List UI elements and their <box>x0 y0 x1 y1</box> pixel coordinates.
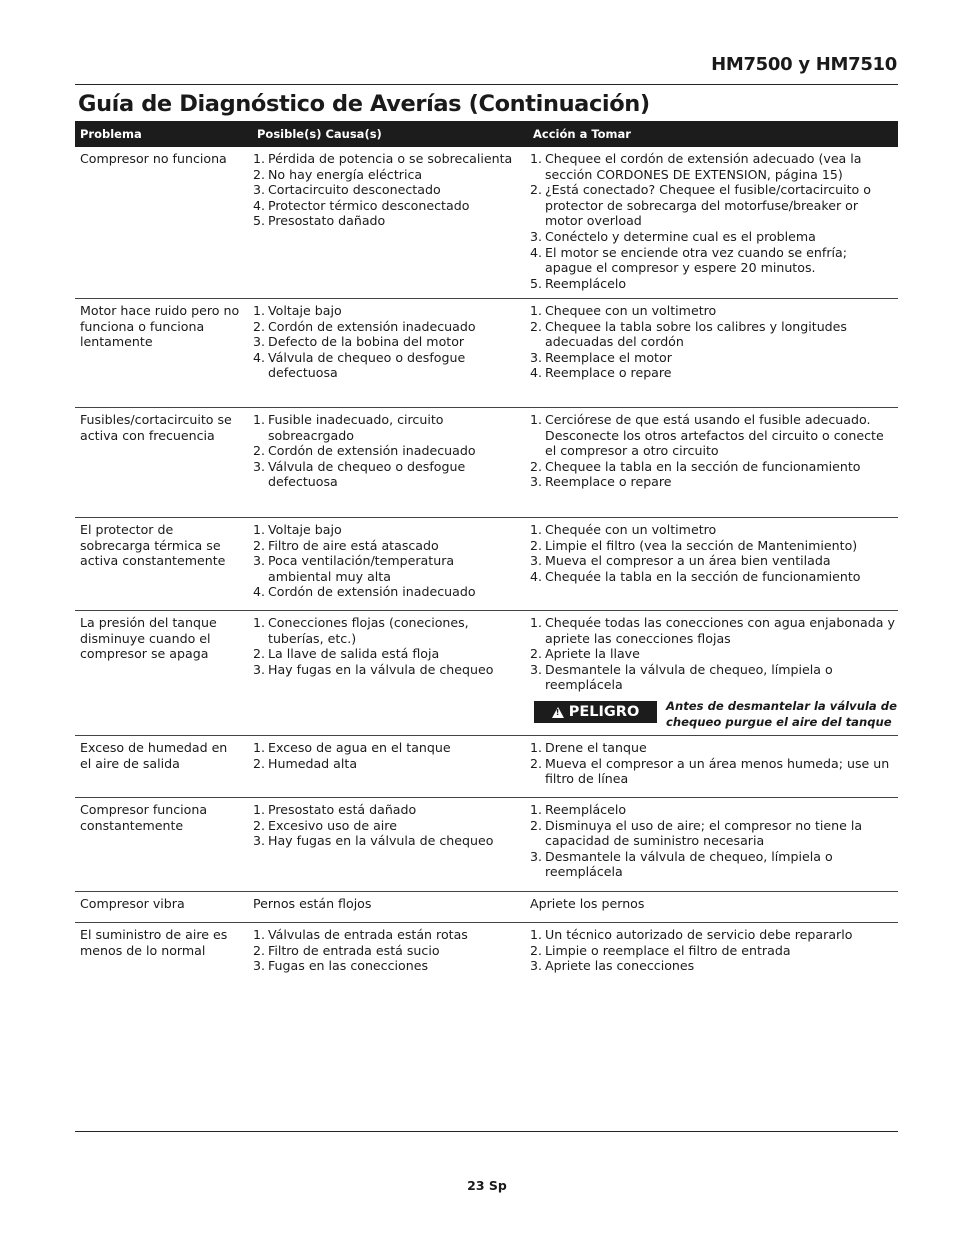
item-number: 2. <box>530 318 543 334</box>
item-number: 1. <box>530 412 543 427</box>
item-text: Cordón de extensión inadecuado <box>268 443 476 459</box>
item-text: Chequee la tabla sobre los calibres y longitudes adecuadas del cordón <box>545 318 847 350</box>
list-item <box>253 927 521 943</box>
item-text: Chequée con un voltimetro <box>545 522 717 537</box>
list-item <box>253 833 521 849</box>
actions-cell <box>530 303 895 381</box>
item-number: 2. <box>530 537 543 553</box>
item-number: 1. <box>253 802 266 817</box>
item-text: La llave de salida está floja <box>268 646 440 662</box>
table-row <box>75 798 898 892</box>
item-number: 5. <box>530 275 543 291</box>
item-text: Presostato está dañado <box>268 802 417 817</box>
column-header-actions: Acción a Tomar <box>533 127 631 141</box>
item-number: 1. <box>530 802 543 817</box>
item-number: 1. <box>253 151 266 166</box>
list-item <box>253 443 521 459</box>
item-text: Válvulas de entrada están rotas <box>268 927 468 942</box>
item-number: 3. <box>253 833 266 849</box>
table-row <box>75 147 898 299</box>
list-item <box>530 245 895 276</box>
item-text: Voltaje bajo <box>268 522 342 537</box>
causes-cell <box>253 927 521 974</box>
danger-warning <box>534 699 896 733</box>
list-item <box>253 319 521 335</box>
problem-cell: Compresor no funciona <box>80 151 227 166</box>
problem-cell: El suministro de aire es menos de lo normal <box>80 927 228 958</box>
item-text: Reemplácelo <box>545 275 627 291</box>
list-item <box>253 615 521 646</box>
item-text: Conecciones flojas (coneciones, tuberías, etc.) <box>268 615 469 646</box>
item-number: 1. <box>253 522 266 537</box>
actions-cell <box>530 522 895 584</box>
actions-cell <box>530 896 895 912</box>
item-text: Reemplace o repare <box>545 474 672 490</box>
item-number: 2. <box>253 537 266 553</box>
actions-cell <box>530 151 895 291</box>
list-item <box>253 943 521 959</box>
item-number: 1. <box>530 927 543 942</box>
column-header-causes: Posible(s) Causa(s) <box>257 127 382 141</box>
list-item <box>530 958 895 974</box>
actions-cell <box>530 615 895 693</box>
item-text: El motor se enciende otra vez cuando se enfría; apague el compresor y espere 20 minutos. <box>545 244 847 276</box>
list-item <box>530 927 895 943</box>
item-number: 4. <box>530 365 543 381</box>
header-rule <box>75 84 898 85</box>
page-title: Guía de Diagnóstico de Averías (Continuación) <box>78 91 650 117</box>
item-text: Reemplácelo <box>545 802 627 817</box>
table-header <box>75 121 898 147</box>
item-text: Hay fugas en la válvula de chequeo <box>268 833 494 849</box>
footer-rule <box>75 1131 898 1132</box>
item-text: Válvula de chequeo o desfogue defectuosa <box>268 458 466 490</box>
item-number: 3. <box>530 553 543 569</box>
column-header-problem: Problema <box>80 127 142 141</box>
list-item <box>253 522 521 538</box>
item-number: 3. <box>530 958 543 974</box>
item-number: 3. <box>530 848 543 864</box>
item-number: 2. <box>253 942 266 958</box>
item-number: 3. <box>253 458 266 474</box>
list-item <box>253 818 521 834</box>
list-item <box>530 538 895 554</box>
item-text: Apriete las conecciones <box>545 958 695 974</box>
list-item <box>253 213 521 229</box>
item-number: 2. <box>253 443 266 459</box>
item-text: Cordón de extensión inadecuado <box>268 318 476 334</box>
list-item <box>253 584 521 600</box>
item-text: No hay energía eléctrica <box>268 166 423 182</box>
item-text: Chequee la tabla en la sección de funcionamiento <box>545 458 861 474</box>
list-item <box>530 459 895 475</box>
item-number: 4. <box>530 244 543 260</box>
problem-cell: Motor hace ruido pero no funciona o funciona lentamente <box>80 303 240 350</box>
list-item <box>530 553 895 569</box>
list-item <box>253 459 521 490</box>
item-text: Pérdida de potencia o se sobrecalienta <box>268 151 513 166</box>
item-text: Drene el tanque <box>545 740 647 755</box>
item-number: 2. <box>530 458 543 474</box>
item-number: 2. <box>530 942 543 958</box>
item-number: 2. <box>253 817 266 833</box>
actions-cell <box>530 927 895 974</box>
list-item <box>530 615 895 646</box>
list-item <box>530 276 895 292</box>
item-number: 1. <box>253 303 266 318</box>
table-row <box>75 611 898 736</box>
item-number: 2. <box>530 817 543 833</box>
causes-cell <box>253 740 521 771</box>
item-text: Desmantele la válvula de chequeo, límpiela o reemplácela <box>545 661 833 693</box>
item-number: 1. <box>530 303 543 318</box>
problem-cell: Exceso de humedad en el aire de salida <box>80 740 228 771</box>
item-text: Chequée todas las conecciones con agua enjabonada y apriete las conecciones flojas <box>545 615 895 646</box>
list-item <box>530 802 895 818</box>
item-number: 3. <box>530 228 543 244</box>
table-row <box>75 892 898 923</box>
list-item <box>253 740 521 756</box>
item-text: Defecto de la bobina del motor <box>268 334 465 350</box>
item-text: Reemplace o repare <box>545 365 672 381</box>
item-text: Chequee el cordón de extensión adecuado (vea la sección CORDONES DE EXTENSION, página 15) <box>545 151 862 182</box>
table-row <box>75 299 898 408</box>
list-item <box>530 646 895 662</box>
item-text: Apriete la llave <box>545 646 640 662</box>
item-text: Cordón de extensión inadecuado <box>268 584 476 600</box>
item-text: Apriete los pernos <box>530 896 645 911</box>
item-number: 5. <box>253 213 266 229</box>
causes-cell <box>253 412 521 490</box>
item-number: 2. <box>253 318 266 334</box>
item-number: 2. <box>253 755 266 771</box>
actions-cell <box>530 740 895 787</box>
list-item <box>530 662 895 693</box>
list-item <box>530 849 895 880</box>
item-text: Válvula de chequeo o desfogue defectuosa <box>268 349 466 381</box>
list-item <box>253 538 521 554</box>
causes-cell <box>253 802 521 849</box>
item-text: Protector térmico desconectado <box>268 197 470 213</box>
item-number: 3. <box>253 661 266 677</box>
problem-cell: El protector de sobrecarga térmica se activa constantemente <box>80 522 226 569</box>
problem-cell: Compresor funciona constantemente <box>80 802 208 833</box>
item-number: 3. <box>253 334 266 350</box>
item-number: 3. <box>253 182 266 198</box>
list-item <box>530 756 895 787</box>
item-text: Fugas en las conecciones <box>268 958 429 974</box>
list-item <box>530 319 895 350</box>
item-number: 3. <box>530 661 543 677</box>
list-item <box>253 756 521 772</box>
table-row <box>75 518 898 611</box>
item-text: Mueva el compresor a un área bien ventilada <box>545 553 831 569</box>
item-text: Desmantele la válvula de chequeo, límpiela o reemplácela <box>545 848 833 880</box>
item-number: 3. <box>253 553 266 569</box>
item-text: Cerciórese de que está usando el fusible adecuado. Desconecte los otros artefactos del circuito o conecte el compresor a otro circuito <box>545 412 884 459</box>
list-item <box>530 182 895 229</box>
list-item <box>253 958 521 974</box>
list-item <box>530 896 895 912</box>
item-number: 2. <box>530 755 543 771</box>
list-item <box>253 198 521 214</box>
item-number: 1. <box>530 522 543 537</box>
item-text: Chequée la tabla en la sección de funcionamiento <box>545 568 861 584</box>
item-text: Limpie o reemplace el filtro de entrada <box>545 942 791 958</box>
list-item <box>253 662 521 678</box>
list-item <box>530 474 895 490</box>
item-number: 3. <box>530 474 543 490</box>
item-text: Poca ventilación/temperatura ambiental muy alta <box>268 553 455 584</box>
list-item <box>253 334 521 350</box>
danger-badge <box>534 701 657 723</box>
list-item <box>530 303 895 319</box>
item-number: 3. <box>253 958 266 974</box>
item-text: ¿Está conectado? Chequee el fusible/cortacircuito o protector de sobrecarga del motorfuse/breaker or motor overload <box>545 182 871 229</box>
item-number: 1. <box>530 615 543 630</box>
item-number: 4. <box>530 568 543 584</box>
list-item <box>530 365 895 381</box>
item-number: 1. <box>253 927 266 942</box>
list-item <box>253 646 521 662</box>
causes-cell <box>253 151 521 229</box>
item-text: Filtro de aire está atascado <box>268 537 439 553</box>
causes-cell <box>253 522 521 600</box>
list-item <box>253 167 521 183</box>
item-text: Excesivo uso de aire <box>268 817 397 833</box>
item-text: Disminuya el uso de aire; el compresor no tiene la capacidad de suministro necesaria <box>545 817 863 849</box>
problem-cell: La presión del tanque disminuye cuando el compresor se apaga <box>80 615 217 662</box>
item-number: 1. <box>253 412 266 427</box>
list-item <box>530 818 895 849</box>
item-text: Pernos están flojos <box>253 896 372 911</box>
causes-cell <box>253 303 521 381</box>
model-number: HM7500 y HM7510 <box>711 54 897 75</box>
list-item <box>253 182 521 198</box>
list-item <box>530 151 895 182</box>
list-item <box>253 553 521 584</box>
item-number: 3. <box>530 349 543 365</box>
list-item <box>530 740 895 756</box>
causes-cell <box>253 615 521 677</box>
list-item <box>530 412 895 459</box>
item-number: 4. <box>253 584 266 600</box>
item-text: Mueva el compresor a un área menos humeda; use un filtro de línea <box>545 755 890 787</box>
item-number: 1. <box>530 151 543 166</box>
danger-label: PELIGRO <box>568 704 640 720</box>
item-number: 2. <box>530 646 543 662</box>
causes-cell <box>253 896 521 912</box>
problem-cell: Fusibles/cortacircuito se activa con frecuencia <box>80 412 232 443</box>
item-text: Exceso de agua en el tanque <box>268 740 451 755</box>
actions-cell <box>530 802 895 880</box>
table-row <box>75 923 898 984</box>
item-text: Hay fugas en la válvula de chequeo <box>268 661 494 677</box>
item-number: 1. <box>530 740 543 755</box>
list-item <box>253 802 521 818</box>
problem-cell: Compresor vibra <box>80 896 185 911</box>
item-text: Conéctelo y determine cual es el problema <box>545 228 816 244</box>
list-item <box>530 522 895 538</box>
actions-cell <box>530 412 895 490</box>
list-item <box>253 151 521 167</box>
list-item <box>253 350 521 381</box>
warning-triangle-icon <box>552 707 564 718</box>
item-number: 1. <box>253 740 266 755</box>
list-item <box>253 303 521 319</box>
item-number: 1. <box>253 615 266 630</box>
table-row <box>75 408 898 518</box>
list-item <box>253 412 521 443</box>
item-number: 4. <box>253 349 266 365</box>
item-number: 4. <box>253 197 266 213</box>
item-number: 2. <box>253 646 266 662</box>
list-item <box>530 229 895 245</box>
item-text: Reemplace el motor <box>545 349 672 365</box>
page-number: 23 Sp <box>467 1178 507 1193</box>
item-text: Presostato dañado <box>268 213 386 229</box>
item-text: Fusible inadecuado, circuito sobreacrgado <box>268 412 444 443</box>
danger-text: Antes de desmantelar la válvula de chequeo purgue el aire del tanque <box>666 699 897 729</box>
item-text: Cortacircuito desconectado <box>268 182 441 198</box>
item-number: 2. <box>530 182 543 198</box>
item-text: Humedad alta <box>268 755 358 771</box>
item-text: Filtro de entrada está sucio <box>268 942 440 958</box>
item-text: Chequee con un voltimetro <box>545 303 717 318</box>
item-text: Voltaje bajo <box>268 303 342 318</box>
item-text: Limpie el filtro (vea la sección de Mantenimiento) <box>545 537 858 553</box>
list-item <box>253 896 521 912</box>
list-item <box>530 943 895 959</box>
list-item <box>530 350 895 366</box>
table-row <box>75 736 898 798</box>
item-text: Un técnico autorizado de servicio debe repararlo <box>545 927 853 942</box>
item-number: 2. <box>253 166 266 182</box>
list-item <box>530 569 895 585</box>
